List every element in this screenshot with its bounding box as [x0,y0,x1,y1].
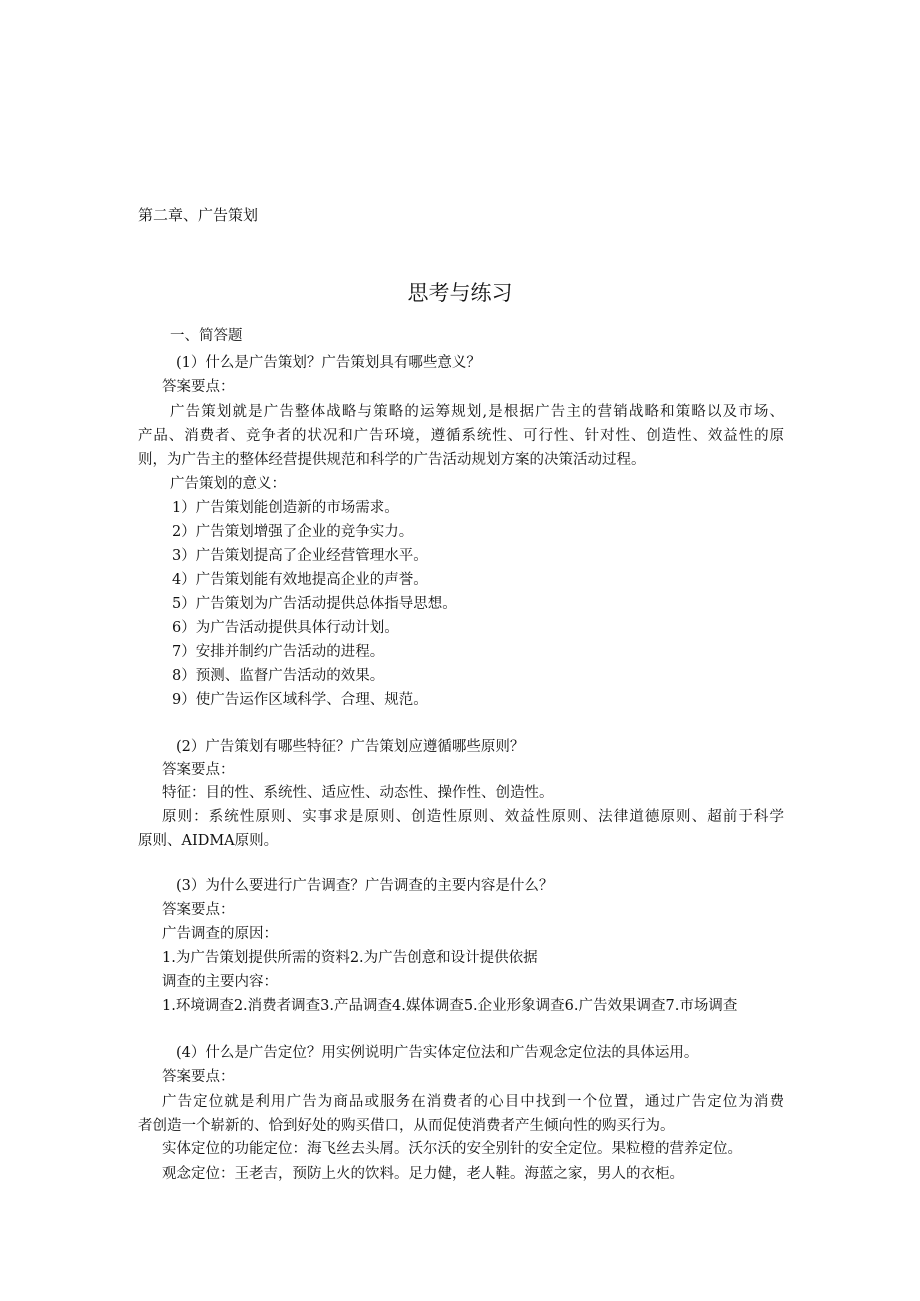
chapter-heading: 第二章、广告策划 [138,206,259,224]
list-item: 6）为广告活动提供具体行动计划。 [172,620,399,636]
q1-question: (1）什么是广告策划？广告策划具有哪些意义？ [176,355,481,371]
q4-entity-positioning: 实体定位的功能定位：海飞丝去头屑。沃尔沃的安全别针的安全定位。果粒橙的营养定位。 [162,1141,742,1157]
q3-answer-label: 答案要点： [162,902,235,918]
list-item: 5）广告策划为广告活动提供总体指导思想。 [172,596,457,612]
q4-question: (4）什么是广告定位？用实例说明广告实体定位法和广告观念定位法的具体运用。 [176,1045,699,1061]
q1-significance-label: 广告策划的意义： [170,476,286,492]
q4-answer-label: 答案要点： [162,1069,235,1085]
section-heading: 一、简答题 [170,328,243,344]
list-item: 2）广告策划增强了企业的竞争实力。 [172,524,414,540]
q2-principles-line: 原则、AIDMA原则。 [138,833,279,849]
list-item: 7）安排并制约广告活动的进程。 [172,644,385,660]
list-item: 4）广告策划能有效地提高企业的声誉。 [172,572,428,588]
q3-question: (3）为什么要进行广告调查？广告调查的主要内容是什么？ [176,878,554,894]
list-item: 1）广告策划能创造新的市场需求。 [172,500,399,516]
q2-question: (2）广告策划有哪些特征？广告策划应遵循哪些原则？ [176,739,525,755]
list-item: 8）预测、监督广告活动的效果。 [172,668,385,684]
q3-content: 1.环境调查2.消费者调查3.产品调查4.媒体调查5.企业形象调查6.广告效果调查7.市场调查 [162,998,738,1014]
q3-content-label: 调查的主要内容： [162,974,278,990]
q3-reasons-label: 广告调查的原因： [162,926,278,942]
q1-definition-line: 则，为广告主的整体经营提供规范和科学的广告活动规划方案的决策活动过程。 [138,452,646,468]
q2-principles-line: 原则：系统性原则、实事求是原则、创造性原则、效益性原则、法律道德原则、超前于科学 [162,809,784,825]
q4-definition-line: 者创造一个崭新的、恰到好处的购买借口，从而促使消费者产生倾向性的购买行为。 [138,1118,675,1134]
list-item: 9）使广告运作区域科学、合理、规范。 [172,692,428,708]
q4-definition-line: 广告定位就是利用广告为商品或服务在消费者的心目中找到一个位置，通过广告定位为消费 [162,1094,784,1110]
q2-features: 特征：目的性、系统性、适应性、动态性、操作性、创造性。 [162,785,554,801]
q2-answer-label: 答案要点： [162,762,235,778]
q1-definition-line: 产品、消费者、竞争者的状况和广告环境，遵循系统性、可行性、针对性、创造性、效益性的原 [138,428,784,444]
list-item: 3）广告策划提高了企业经营管理水平。 [172,548,428,564]
page-title: 思考与练习 [407,281,513,305]
q1-answer-label: 答案要点： [162,379,235,395]
q3-reasons: 1.为广告策划提供所需的资料2.为广告创意和设计提供依据 [162,950,538,966]
q1-definition-line: 广告策划就是广告整体战略与策略的运筹规划,是根据广告主的营销战略和策略以及市场、 [170,404,784,420]
q4-concept-positioning: 观念定位：王老吉，预防上火的饮料。足力健，老人鞋。海蓝之家，男人的衣柜。 [162,1166,684,1182]
